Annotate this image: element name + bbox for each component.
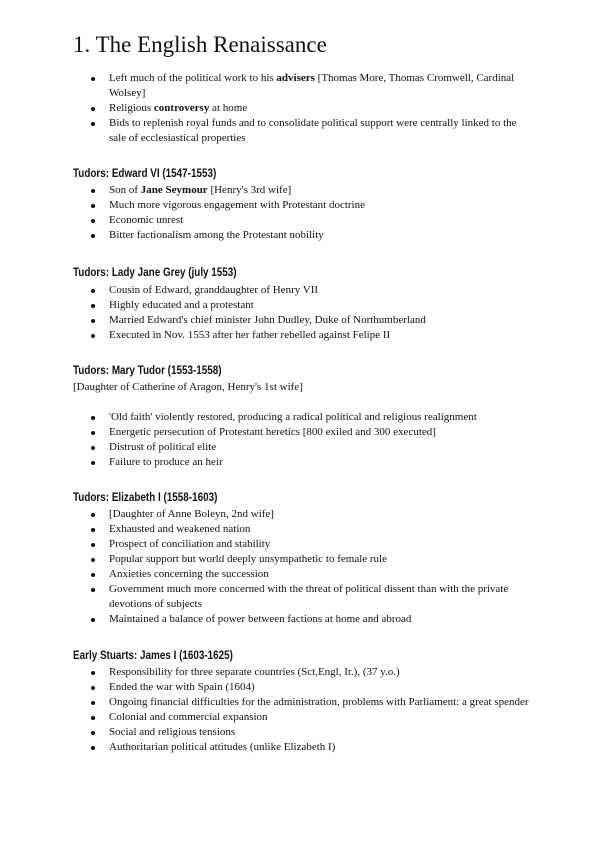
list-item: Economic unrest xyxy=(0,213,529,228)
list-item: Social and religious tensions xyxy=(0,725,529,740)
list-item: Highly educated and a protestant xyxy=(0,298,529,313)
section-heading-jane: Tudors: Lady Jane Grey (july 1553) xyxy=(73,267,237,279)
james-list xyxy=(0,665,529,755)
list-item: Popular support but world deeply unsympathetic to female rule xyxy=(0,552,529,567)
intro-list xyxy=(0,71,529,146)
list-item: Exhausted and weakened nation xyxy=(0,522,529,537)
bullet-icon xyxy=(91,219,95,223)
list-item: Ended the war with Spain (1604) xyxy=(0,680,529,695)
page-title: 1. The English Renaissance xyxy=(73,32,327,57)
emphasis-text: advisers xyxy=(276,72,315,84)
bullet-icon xyxy=(91,319,95,323)
mary-note: [Daughter of Catherine of Aragon, Henry's 1st wife] xyxy=(73,381,303,393)
list-item: Responsibility for three separate countries (Sct,Engl, Ir.), (37 y.o.) xyxy=(0,665,529,680)
bullet-icon xyxy=(91,77,95,81)
bullet-icon xyxy=(91,304,95,308)
list-item: Government much more concerned with the threat of political dissent than with the private devotions of subjects xyxy=(0,582,529,612)
list-item: Failure to produce an heir xyxy=(0,455,529,470)
bullet-icon xyxy=(91,746,95,750)
list-item: Much more vigorous engagement with Protestant doctrine xyxy=(0,198,529,213)
bullet-icon xyxy=(91,107,95,111)
list-item: Married Edward's chief minister John Dudley, Duke of Northumberland xyxy=(0,313,529,328)
list-item: Executed in Nov. 1553 after her father rebelled against Felipe II xyxy=(0,328,529,343)
emphasis-text: controversy xyxy=(153,102,210,114)
list-item: Bitter factionalism among the Protestant nobility xyxy=(0,228,529,243)
bullet-icon xyxy=(91,558,95,562)
list-item: 'Old faith' violently restored, producing a radical political and religious realignment xyxy=(0,410,529,425)
section-heading-elizabeth: Tudors: Elizabeth I (1558-1603) xyxy=(73,492,218,504)
list-item: Left much of the political work to his advisers [Thomas More, Thomas Cromwell, Cardinal Wolsey] xyxy=(0,71,529,101)
jane-list xyxy=(0,283,529,343)
list-item: Son of Jane Seymour [Henry's 3rd wife] xyxy=(0,183,529,198)
bullet-icon xyxy=(91,513,95,517)
bullet-icon xyxy=(91,446,95,450)
emphasis-text: Jane Seymour xyxy=(140,184,208,196)
list-item: [Daughter of Anne Boleyn, 2nd wife] xyxy=(0,507,529,522)
bullet-icon xyxy=(91,234,95,238)
bullet-icon xyxy=(91,701,95,705)
bullet-icon xyxy=(91,731,95,735)
bullet-icon xyxy=(91,431,95,435)
bullet-icon xyxy=(91,122,95,126)
list-item: Authoritarian political attitudes (unlike Elizabeth I) xyxy=(0,740,529,755)
list-item: Colonial and commercial expansion xyxy=(0,710,529,725)
list-item: Religious controversy at home xyxy=(0,101,529,116)
bullet-icon xyxy=(91,671,95,675)
bullet-icon xyxy=(91,461,95,465)
mary-list xyxy=(0,410,529,470)
bullet-icon xyxy=(91,189,95,193)
list-item: Cousin of Edward, granddaughter of Henry VII xyxy=(0,283,529,298)
bullet-icon xyxy=(91,543,95,547)
list-item: Maintained a balance of power between factions at home and abroad xyxy=(0,612,529,627)
bullet-icon xyxy=(91,416,95,420)
bullet-icon xyxy=(91,528,95,532)
list-item: Ongoing financial difficulties for the administration, problems with Parliament: a great spender xyxy=(0,695,529,710)
bullet-icon xyxy=(91,618,95,622)
bullet-icon xyxy=(91,686,95,690)
list-item: Distrust of political elite xyxy=(0,440,529,455)
bullet-icon xyxy=(91,716,95,720)
section-heading-edward: Tudors: Edward VI (1547-1553) xyxy=(73,168,217,180)
list-item: Anxieties concerning the succession xyxy=(0,567,529,582)
bullet-icon xyxy=(91,573,95,577)
elizabeth-list xyxy=(0,507,529,627)
list-item: Energetic persecution of Protestant heretics [800 exiled and 300 executed] xyxy=(0,425,529,440)
bullet-icon xyxy=(91,289,95,293)
bullet-icon xyxy=(91,204,95,208)
section-heading-mary: Tudors: Mary Tudor (1553-1558) xyxy=(73,365,222,377)
bullet-icon xyxy=(91,588,95,592)
list-item: Prospect of conciliation and stability xyxy=(0,537,529,552)
section-heading-james: Early Stuarts: James I (1603-1625) xyxy=(73,650,233,662)
bullet-icon xyxy=(91,334,95,338)
list-item: Bids to replenish royal funds and to consolidate political support were centrally linked to the sale of ecclesiastical properties xyxy=(0,116,529,146)
edward-list xyxy=(0,183,529,243)
